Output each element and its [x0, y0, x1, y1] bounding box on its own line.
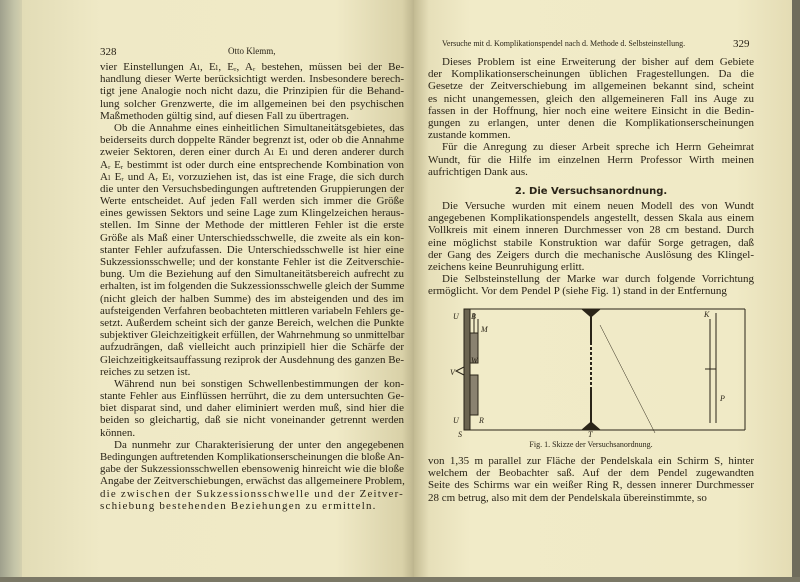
- text-line: beiden so gleichartig, daß sie nicht voneinander getrennt werden: [100, 414, 404, 427]
- text-line: Dieses Problem ist eine Erweiterung der bisher auf dem Gebiete: [442, 56, 754, 68]
- text-line: Ob die Annahme eines einheitlichen Simultaneitätsgebietes, das: [114, 121, 404, 134]
- text-line: zweier Sektoren, deren einer durch Aₗ Eₗ und deren anderer durch: [100, 146, 404, 159]
- text-line: eine möglichst stabile Konstruktion war dafür Sorge getragen, daß: [428, 236, 754, 249]
- text-line: stellen. Im Sinne der Methode der mittleren Fehler ist die erste: [100, 219, 404, 232]
- text-line: es nicht unangemessen, gleich den allgemeineren Fall ins Auge zu: [428, 92, 754, 105]
- fig-label-R: R: [479, 416, 484, 425]
- text-line: gungen zu erlangen, unter denen die Komplikationserscheinungen: [428, 116, 754, 129]
- text-line: Während nun bei sonstigen Schwellenbestimmungen der kon-: [114, 377, 404, 390]
- text-line: 28 cm betrug, also mit dem der Pendelskala übereinstimmte, so: [428, 491, 707, 504]
- text-line: Aₗ Eᵣ und Aᵣ Eₗ, vorzuziehen ist, das ist eine Frage, die sich durch: [100, 170, 404, 183]
- book-edge: [0, 0, 24, 582]
- fig-label-U: U: [453, 312, 459, 321]
- running-head-left: Otto Klemm,: [228, 46, 276, 56]
- text-line: schiebung bestehenden Beziehungen zu ermitteln.: [100, 499, 377, 512]
- text-line: die unter den Versuchsbedingungen auftretenden Gruppierungen der: [100, 182, 404, 195]
- text-line: Maßmethoden gültig sind, auf diesen Fall zu übertragen.: [100, 109, 349, 122]
- text-line: stante Fehler aus Einflüssen herrührt, die zu dem untersuchten Ge-: [100, 390, 404, 403]
- text-line: eines gewissen Sektors und seine Lage zum Klingelzeichen heraus-: [100, 207, 404, 220]
- fig-label-U-bottom: U: [453, 416, 459, 425]
- text-line: stanter Fehler aufzufassen. Die Unterschiedsschwelle ist hier eine: [100, 243, 404, 256]
- book-edge-bottom: [0, 577, 800, 582]
- text-line: bung. Um die Beziehung auf den Simultaneitätsbereich aufrecht zu: [100, 268, 404, 281]
- text-line: aufsteigenden Verfahren beobachteten mittleren variabeln Fehlers ge-: [100, 304, 404, 317]
- text-line: angegebenen Komplikationspendels angestellt, dessen Skala aus einem: [428, 212, 754, 225]
- right-text-top: [428, 56, 754, 178]
- text-line: welchem der Beobachter saß. Auf der dem Pendel zugewandten: [428, 467, 754, 480]
- fig-label-T: T: [588, 430, 593, 437]
- text-line: gabe der Sukzessionsschwellen ebensowenig hinreicht wie die bloße: [100, 463, 404, 476]
- right-text-middle: [428, 200, 754, 298]
- running-head-right: Versuche mit d. Komplikationspendel nach d. Methode d. Selbsteinstellung.: [442, 39, 686, 48]
- text-line: zeichens keine Beunruhigung erlitt.: [428, 260, 585, 273]
- fig-label-B: B: [471, 312, 476, 321]
- text-line: ermöglicht. Vor dem Pendel P (siehe Fig. 1) stand in der Entfernung: [428, 285, 727, 298]
- text-line: handlung dieser Werte berücksichtigt werden. Insbesondere berech-: [100, 73, 404, 86]
- left-text-column: [100, 61, 404, 512]
- figure-caption: Fig. 1. Skizze der Versuchsanordnung.: [529, 440, 653, 449]
- fig-label-P: P: [720, 394, 725, 403]
- fig-label-M: M: [481, 325, 488, 334]
- fig-label-V: V: [450, 368, 455, 377]
- fig-label-W: W: [471, 356, 478, 365]
- text-line: Bedingungen auftretenden Komplikationserscheinungen die bloße An-: [100, 451, 404, 463]
- text-line: Gesetze der Zeitverschiebung im allgemeinen bekannt sind, scheint: [428, 80, 754, 93]
- fig-label-S: S: [458, 430, 462, 437]
- text-line: zustande kommen.: [428, 129, 511, 142]
- text-line: erhalten, ist im folgenden die Sukzessionsschwelle gleich der Summe: [100, 280, 405, 293]
- page-number-right: 329: [733, 38, 750, 50]
- text-line: die zwischen der Sukzessionsschwelle und der Zeitver-: [100, 487, 404, 500]
- screen-S: [464, 309, 470, 430]
- section-heading: 2. Die Versuchsanordnung.: [514, 186, 668, 197]
- figure-apparatus-sketch: [450, 305, 750, 437]
- text-line: Angabe der Zeitverschiebungen, erwächst das allgemeinere Problem,: [100, 475, 405, 488]
- text-line: Vollkreis mit einem inneren Durchmesser von 28 cm bestand. Durch: [428, 224, 754, 237]
- text-line: Sukzessionsschwelle; und der konstante Fehler ist die Zeitverschie-: [100, 256, 404, 268]
- text-line: Für die Anregung zu dieser Arbeit spreche ich Herrn Geheimrat: [442, 141, 754, 154]
- right-text-bottom: [428, 455, 754, 504]
- text-line: aufzudrängen, daß vielleicht auch prinzipiell hier die Schärfe der: [100, 341, 404, 354]
- text-line: Die Versuche wurden mit einem neuen Modell des von Wundt: [442, 200, 754, 212]
- text-line: beiderseits durch doppelte Ränder begrenzt ist, oder ob die Annahme: [100, 134, 404, 147]
- text-line: Seite des Schirms war ein weißer Ring R, dessen innerer Durchmesser: [428, 479, 754, 492]
- text-line: Werte entscheidet. Auf jeden Fall werden sich immer die Größe: [100, 195, 404, 208]
- text-line: fassen in der Hoffnung, hier noch eine weitere Einsicht in die Bedin-: [428, 104, 754, 117]
- text-line: vier Einstellungen Aₗ, Eₗ, Eᵣ, Aᵣ bestehen, müssen bei der Be-: [100, 61, 404, 73]
- text-line: reiches zu setzen ist.: [100, 365, 191, 378]
- text-line: können.: [100, 426, 136, 439]
- text-line: subjektiver Gleichzeitigkeit erfüllen, der Wahrnehmung so unmittelbar: [100, 329, 405, 342]
- page-number-left: 328: [100, 46, 117, 58]
- text-line: Aᵣ Eᵣ bestimmt ist oder durch eine entsprechende Kombination von: [100, 158, 404, 171]
- fig-label-K: K: [704, 310, 710, 319]
- text-line: (nicht gleich der halben Summe) des im absteigenden und des im: [100, 292, 404, 305]
- text-line: setzt. Außerdem scheint sich der ganze Bereich, welchen die Punkte: [100, 316, 404, 329]
- text-line: aufrichtigen Dank aus.: [428, 165, 528, 178]
- text-line: Größe als Maß einer Unterschiedsschwelle, die zweite als ein kon-: [100, 231, 404, 244]
- text-line: von 1,35 m parallel zur Fläche der Pendelskala ein Schirm S, hinter: [428, 455, 754, 467]
- book-edge-right: [792, 0, 800, 582]
- text-line: tigt jene Analogie noch nicht dazu, die Prinzipien für die Behand-: [100, 85, 404, 98]
- text-line: Da nunmehr zur Charakterisierung der unter den angegebenen: [114, 438, 404, 451]
- ring-R: [470, 375, 478, 415]
- text-line: Gleichzeitigkeitsauffassung reziprok der Ausdehnung des ganzen Be-: [100, 353, 404, 366]
- text-line: Die Selbsteinstellung der Marke war durch folgende Vorrichtung: [442, 273, 754, 286]
- text-line: lung solcher Grenzwerte, die im allgemeinen bei den psychischen: [100, 97, 404, 110]
- text-line: biet disparat sind, und daher eliminiert werden muß, sind hier die: [100, 402, 404, 415]
- text-line: Wundt, für die Hilfe im einzelnen Herrn Professor Wirth meinen: [428, 153, 754, 166]
- text-line: der Komplikationserscheinungen üblichen Fragestellungen. Da die: [428, 68, 754, 81]
- text-line: der Gang des Zeigers durch die mechanische Auslösung des Klingel-: [428, 248, 754, 261]
